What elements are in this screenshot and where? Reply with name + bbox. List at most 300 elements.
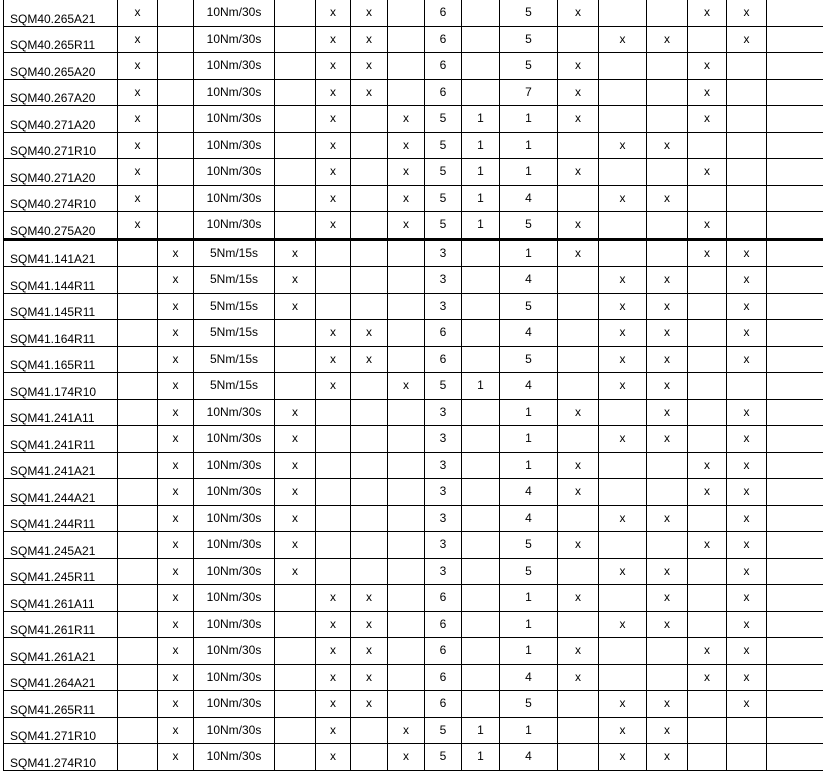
cell-value: [275, 27, 315, 33]
cell-value: [688, 373, 726, 379]
cell-value: x: [575, 643, 581, 657]
cell-value: [767, 585, 823, 591]
table-cell: [727, 320, 767, 347]
table-cell: [647, 505, 688, 532]
cell-value: [462, 80, 499, 86]
cell-value: [558, 691, 598, 697]
table-cell: [388, 267, 425, 294]
cell-value: [118, 559, 157, 565]
table-cell: [688, 505, 727, 532]
table-cell: [647, 239, 688, 267]
cell-value: [351, 718, 387, 724]
cell-value: x: [743, 5, 750, 19]
table-cell: [316, 26, 351, 53]
table-cell: [767, 664, 823, 691]
table-cell: [118, 0, 158, 26]
table-cell: [599, 0, 647, 26]
table-cell: [462, 53, 500, 80]
cell-value: 1: [525, 643, 532, 657]
cell-value: [316, 453, 350, 459]
model-number: SQM41.174R10: [10, 384, 97, 399]
cell-value: [767, 186, 823, 192]
table-cell: [158, 53, 194, 80]
table-cell: [462, 691, 500, 718]
table-cell: [425, 346, 462, 373]
cell-value: 3: [439, 484, 447, 498]
table-cell: [767, 399, 823, 426]
table-cell: [275, 212, 316, 240]
cell-value: [351, 212, 387, 218]
model-number: SQM41.274R10: [10, 755, 97, 770]
table-cell: [351, 505, 388, 532]
cell-value: [351, 267, 387, 273]
table-cell: [194, 26, 275, 53]
table-row: [4, 426, 823, 453]
table-cell: [599, 611, 647, 638]
table-cell: [275, 79, 316, 106]
table-cell: [727, 293, 767, 320]
table-cell: [158, 239, 194, 267]
cell-value: x: [172, 616, 179, 631]
cell-value: [118, 744, 157, 750]
table-cell: [727, 106, 767, 133]
cell-value: 10Nm/30s: [206, 484, 262, 498]
table-cell: [767, 346, 823, 373]
cell-value: x: [664, 190, 670, 205]
cell-value: x: [403, 217, 409, 231]
cell-value: x: [330, 217, 336, 231]
table-cell: [275, 132, 316, 159]
model-cell: [4, 558, 118, 585]
table-cell: [158, 479, 194, 506]
cell-value: [767, 532, 823, 538]
cell-value: 5Nm/15s: [209, 325, 259, 339]
cell-value: x: [330, 669, 336, 684]
cell-value: x: [366, 696, 372, 710]
cell-value: x: [366, 325, 372, 339]
table-cell: [462, 399, 500, 426]
cell-value: x: [134, 31, 141, 46]
table-row: [4, 346, 823, 373]
table-cell: [462, 479, 500, 506]
table-cell: [462, 26, 500, 53]
cell-value: x: [664, 351, 670, 366]
table-body: [4, 0, 823, 770]
table-cell: [558, 399, 599, 426]
table-cell: [194, 212, 275, 240]
table-cell: [316, 212, 351, 240]
cell-value: x: [619, 325, 626, 339]
cell-value: x: [743, 590, 750, 604]
table-cell: [558, 0, 599, 26]
cell-value: [727, 373, 766, 379]
table-cell: [558, 106, 599, 133]
table-cell: [118, 159, 158, 186]
table-cell: [388, 691, 425, 718]
table-cell: [158, 399, 194, 426]
table-cell: [688, 132, 727, 159]
table-cell: [688, 452, 727, 479]
cell-value: x: [292, 457, 298, 472]
model-number: SQM41.241A11: [10, 411, 95, 425]
table-row: [4, 691, 823, 718]
table-row: [4, 717, 823, 744]
table-cell: [275, 426, 316, 453]
cell-value: [351, 106, 387, 112]
table-cell: [351, 691, 388, 718]
cell-value: 10Nm/30s: [206, 616, 262, 631]
cell-value: 5Nm/15s: [209, 272, 259, 286]
cell-value: [275, 744, 315, 750]
table-cell: [727, 611, 767, 638]
table-row: [4, 159, 823, 186]
table-cell: [727, 426, 767, 453]
table-cell: [316, 185, 351, 212]
cell-value: x: [172, 272, 179, 286]
table-cell: [767, 558, 823, 585]
cell-value: x: [704, 484, 710, 498]
cell-value: [462, 638, 499, 644]
table-cell: [425, 293, 462, 320]
cell-value: [599, 585, 646, 591]
cell-value: [388, 585, 424, 591]
cell-value: [558, 744, 598, 750]
table-cell: [425, 426, 462, 453]
table-cell: [388, 79, 425, 106]
cell-value: 5: [525, 31, 532, 46]
cell-value: [118, 612, 157, 618]
model-cell: [4, 638, 118, 665]
cell-value: [767, 426, 823, 432]
cell-value: [388, 638, 424, 644]
table-cell: [351, 26, 388, 53]
cell-value: 1: [525, 164, 532, 178]
cell-value: 1: [525, 457, 532, 472]
cell-value: [158, 159, 193, 165]
cell-value: [767, 718, 823, 724]
cell-value: x: [743, 351, 750, 366]
table-cell: [316, 346, 351, 373]
table-cell: [194, 532, 275, 559]
model-number: SQM40.271A20: [10, 170, 96, 185]
cell-value: x: [664, 404, 670, 419]
model-cell: [4, 132, 118, 159]
table-cell: [767, 239, 823, 267]
cell-value: x: [664, 378, 670, 392]
cell-value: [388, 479, 424, 485]
cell-value: x: [664, 298, 670, 313]
cell-value: [316, 267, 350, 273]
model-number: SQM41.145R11: [10, 305, 96, 319]
cell-value: [462, 691, 499, 697]
model-cell: [4, 717, 118, 744]
cell-value: 5Nm/15s: [209, 378, 259, 392]
cell-value: x: [619, 351, 626, 366]
cell-value: x: [330, 190, 336, 205]
table-cell: [316, 717, 351, 744]
cell-value: 6: [439, 590, 447, 604]
cell-value: x: [172, 749, 179, 763]
table-cell: [158, 26, 194, 53]
cell-value: [316, 532, 350, 538]
table-cell: [462, 106, 500, 133]
table-cell: [599, 132, 647, 159]
cell-value: [767, 506, 823, 512]
table-cell: [425, 505, 462, 532]
cell-value: [388, 506, 424, 512]
cell-value: x: [330, 111, 336, 125]
cell-value: [462, 665, 499, 671]
cell-value: x: [743, 245, 750, 260]
cell-value: [275, 159, 315, 165]
cell-value: 1: [477, 749, 484, 763]
table-cell: [462, 373, 500, 400]
cell-value: x: [330, 351, 336, 366]
cell-value: [462, 0, 499, 6]
table-cell: [388, 320, 425, 347]
table-cell: [351, 399, 388, 426]
cell-value: x: [619, 722, 626, 737]
cell-value: x: [134, 5, 141, 19]
table-cell: [388, 611, 425, 638]
table-cell: [767, 159, 823, 186]
table-cell: [647, 132, 688, 159]
table-cell: [194, 399, 275, 426]
cell-value: [388, 665, 424, 671]
cell-value: [767, 267, 823, 273]
cell-value: 6: [439, 643, 447, 657]
table-cell: [425, 320, 462, 347]
table-cell: [647, 0, 688, 26]
model-number: SQM40.265A20: [10, 64, 96, 79]
cell-value: x: [575, 5, 581, 19]
table-cell: [351, 53, 388, 80]
cell-value: x: [330, 325, 336, 339]
table-cell: [767, 132, 823, 159]
cell-value: [158, 186, 193, 192]
table-cell: [599, 664, 647, 691]
cell-value: 10Nm/30s: [206, 457, 262, 472]
table-cell: [647, 717, 688, 744]
table-cell: [388, 744, 425, 771]
cell-value: 5Nm/15s: [209, 351, 259, 366]
table-cell: [275, 532, 316, 559]
cell-value: 5: [439, 378, 447, 392]
cell-value: [558, 27, 598, 33]
cell-value: x: [330, 590, 336, 604]
cell-value: [275, 320, 315, 326]
table-row: [4, 267, 823, 294]
table-cell: [118, 611, 158, 638]
table-cell: [688, 479, 727, 506]
table-cell: [194, 426, 275, 453]
cell-value: [767, 212, 823, 218]
cell-value: 3: [439, 298, 447, 313]
model-number: SQM40.267A20: [10, 91, 96, 105]
cell-value: x: [664, 31, 670, 46]
table-cell: [425, 691, 462, 718]
table-cell: [316, 638, 351, 665]
cell-value: x: [172, 669, 179, 684]
table-cell: [599, 426, 647, 453]
cell-value: [767, 400, 823, 406]
model-cell: [4, 532, 118, 559]
cell-value: [558, 506, 598, 512]
cell-value: x: [366, 351, 372, 366]
table-cell: [558, 638, 599, 665]
table-cell: [275, 239, 316, 267]
table-cell: [194, 267, 275, 294]
cell-value: [558, 559, 598, 565]
table-cell: [425, 585, 462, 612]
table-row: [4, 53, 823, 80]
cell-value: x: [575, 58, 581, 72]
cell-value: [688, 744, 726, 750]
cell-value: [767, 612, 823, 618]
cell-value: [275, 585, 315, 591]
cell-value: [388, 426, 424, 432]
table-cell: [388, 239, 425, 267]
table-cell: [558, 532, 599, 559]
table-cell: [688, 239, 727, 267]
table-cell: [351, 185, 388, 212]
table-cell: [500, 53, 558, 80]
cell-value: x: [172, 563, 179, 578]
table-cell: [688, 212, 727, 240]
cell-value: 10Nm/30s: [206, 111, 262, 125]
table-cell: [158, 106, 194, 133]
table-row: [4, 293, 823, 320]
table-cell: [727, 744, 767, 771]
table-cell: [425, 159, 462, 186]
cell-value: x: [330, 749, 336, 763]
cell-value: [118, 506, 157, 512]
table-cell: [500, 159, 558, 186]
cell-value: [462, 585, 499, 591]
table-cell: [767, 185, 823, 212]
model-cell: [4, 79, 118, 106]
cell-value: 1: [525, 111, 532, 125]
table-cell: [688, 399, 727, 426]
model-number: SQM41.271R10: [10, 729, 97, 743]
table-cell: [118, 212, 158, 240]
cell-value: x: [575, 164, 581, 178]
table-cell: [275, 399, 316, 426]
cell-value: x: [172, 484, 179, 498]
table-cell: [194, 558, 275, 585]
table-row: [4, 185, 823, 212]
table-cell: [351, 452, 388, 479]
cell-value: 6: [439, 669, 447, 684]
cell-value: 10Nm/30s: [206, 563, 262, 578]
cell-value: [316, 426, 350, 432]
table-cell: [500, 532, 558, 559]
table-cell: [425, 717, 462, 744]
cell-value: 5: [439, 111, 447, 125]
table-cell: [558, 611, 599, 638]
table-cell: [767, 212, 823, 240]
cell-value: [558, 294, 598, 300]
cell-value: x: [664, 722, 670, 737]
cell-value: [462, 612, 499, 618]
table-cell: [118, 320, 158, 347]
table-cell: [767, 691, 823, 718]
table-cell: [388, 53, 425, 80]
table-cell: [599, 106, 647, 133]
table-cell: [316, 585, 351, 612]
cell-value: 6: [439, 351, 447, 366]
cell-value: x: [366, 84, 372, 99]
table-cell: [194, 0, 275, 26]
cell-value: 5: [439, 217, 447, 231]
table-cell: [500, 426, 558, 453]
table-cell: [316, 558, 351, 585]
cell-value: x: [292, 510, 298, 525]
table-cell: [388, 532, 425, 559]
cell-value: 10Nm/30s: [206, 669, 262, 684]
table-cell: [647, 585, 688, 612]
cell-value: [275, 347, 315, 353]
cell-value: 3: [439, 510, 447, 525]
table-cell: [275, 53, 316, 80]
table-cell: [316, 691, 351, 718]
table-cell: [727, 664, 767, 691]
cell-value: x: [743, 431, 750, 445]
table-cell: [118, 479, 158, 506]
table-cell: [500, 452, 558, 479]
cell-value: x: [704, 217, 710, 231]
table-cell: [316, 532, 351, 559]
model-number: SQM41.264A21: [10, 676, 96, 690]
table-cell: [599, 53, 647, 80]
cell-value: x: [366, 616, 372, 631]
cell-value: x: [172, 404, 179, 419]
table-cell: [558, 185, 599, 212]
cell-value: x: [403, 722, 409, 737]
cell-value: x: [704, 537, 710, 551]
cell-value: 1: [477, 378, 484, 392]
cell-value: 5: [525, 5, 532, 19]
table-cell: [275, 26, 316, 53]
table-cell: [647, 691, 688, 718]
cell-value: x: [575, 84, 581, 99]
cell-value: [388, 267, 424, 273]
model-cell: [4, 0, 118, 26]
table-cell: [558, 558, 599, 585]
table-cell: [316, 53, 351, 80]
table-cell: [351, 212, 388, 240]
model-number: SQM41.165R11: [10, 358, 96, 372]
table-cell: [351, 479, 388, 506]
table-cell: [158, 185, 194, 212]
table-cell: [351, 239, 388, 267]
table-cell: [425, 558, 462, 585]
model-number: SQM41.245A21: [10, 543, 96, 558]
cell-value: 4: [525, 484, 532, 498]
table-row: [4, 212, 823, 240]
table-cell: [462, 452, 500, 479]
table-cell: [425, 611, 462, 638]
model-cell: [4, 106, 118, 133]
table-cell: [194, 691, 275, 718]
cell-value: 6: [439, 84, 447, 99]
table-cell: [425, 399, 462, 426]
table-cell: [727, 26, 767, 53]
model-cell: [4, 505, 118, 532]
table-cell: [767, 53, 823, 80]
cell-value: [462, 294, 499, 300]
table-cell: [767, 452, 823, 479]
